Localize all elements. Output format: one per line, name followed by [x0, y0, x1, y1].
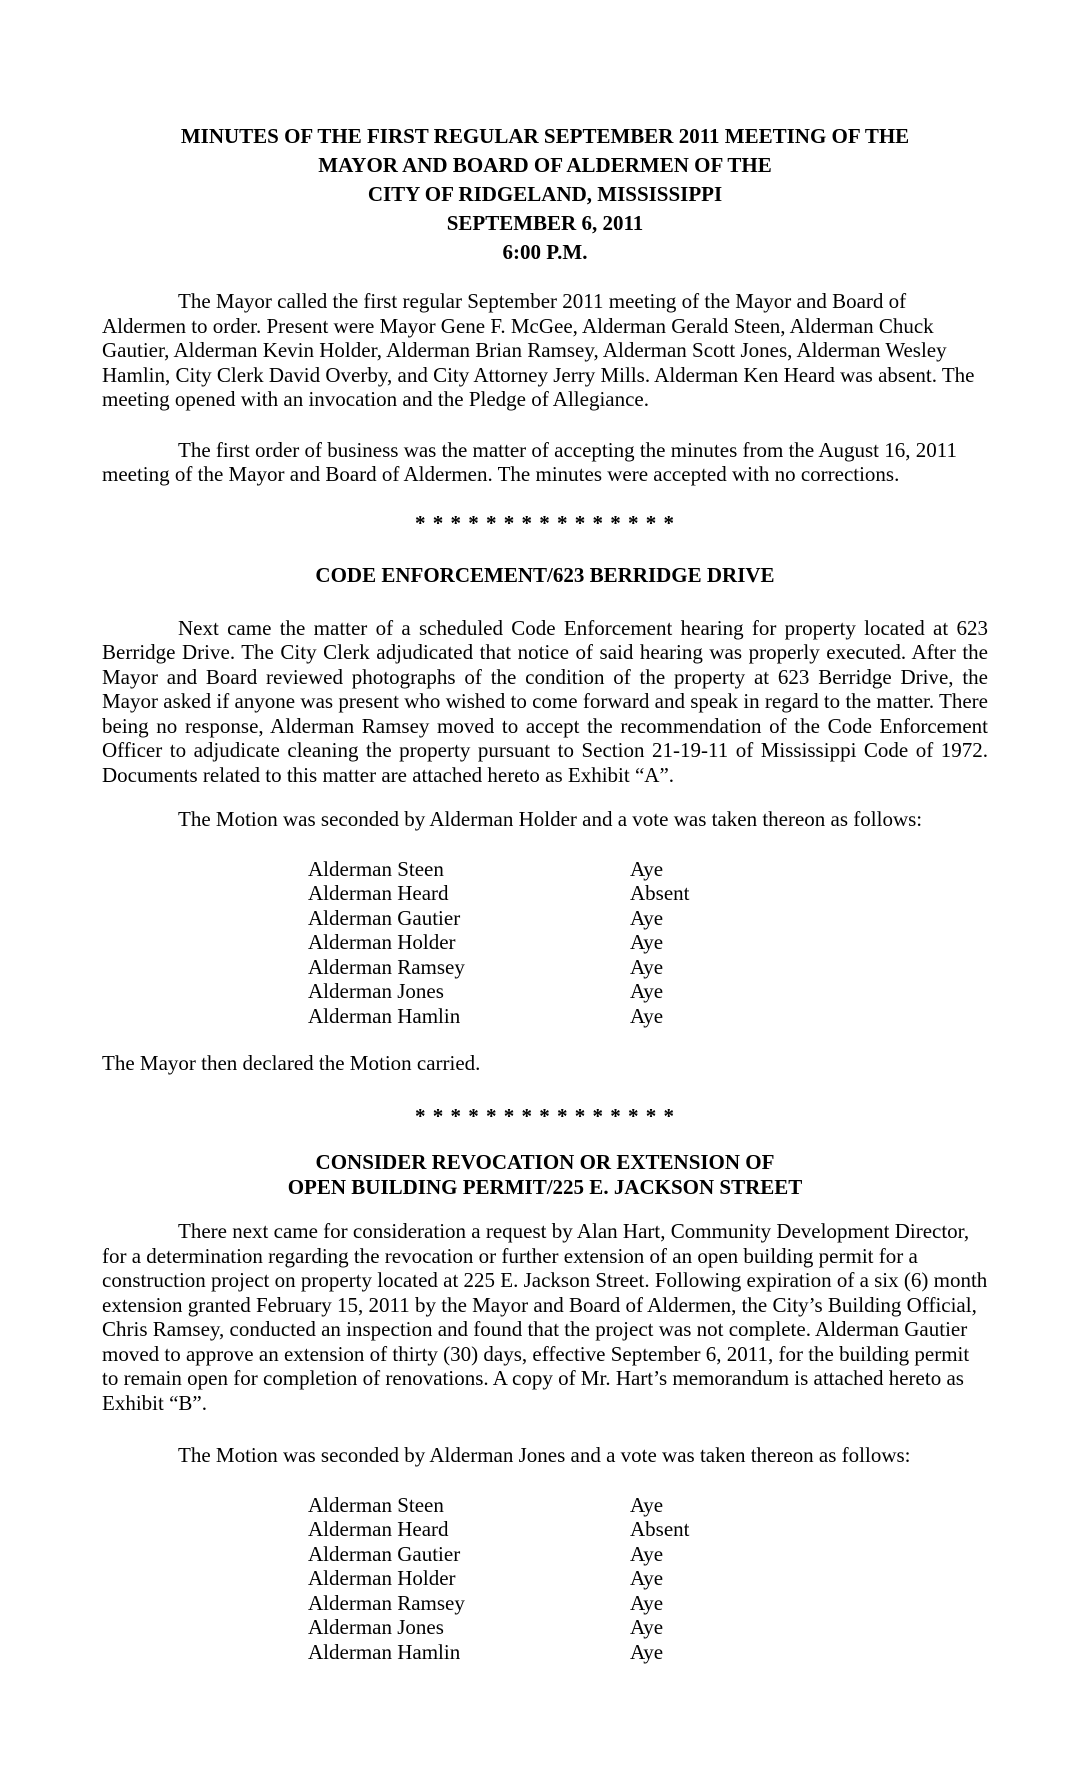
vote-row [308, 1542, 988, 1567]
vote-value: Aye [630, 1003, 664, 1028]
vote-row [308, 1640, 988, 1665]
section-body-code-enforcement: Next came the matter of a scheduled Code Enforcement hearing for property located at 623 Berridge Drive. The City Clerk adjudicated that notice of said hearing was properly executed. After the Mayor and Board reviewed photographs of the condition of the property at 623 Berridge Drive, the Mayor asked if anyone was present who wished to come forward and speak in regard to the matter. There being no response, Alderman Ramsey moved to accept the recommendation of the Code Enforcement Officer to adjudicate cleaning the property pursuant to Section 21-19-11 of Mississippi Code of 1972. Documents related to this matter are attached hereto as Exhibit “A”. [102, 615, 988, 787]
vote-table-1 [308, 857, 988, 1029]
vote-value: Aye [630, 1590, 664, 1615]
title-line-3: CITY OF RIDGELAND, MISSISSIPPI [367, 182, 723, 206]
vote-row [308, 1517, 988, 1542]
minutes-acceptance-paragraph: The first order of business was the matter of accepting the minutes from the August 16, 2011 meeting of the Mayor and Board of Aldermen. The minutes were accepted with no corrections. [102, 437, 957, 486]
vote-value: Aye [630, 1566, 664, 1590]
vote-row [308, 881, 988, 906]
vote-name: Alderman Steen [308, 856, 444, 881]
section-heading-code-enforcement [102, 563, 988, 588]
vote-name: Alderman Holder [308, 1566, 456, 1590]
motion-carried-line: The Mayor then declared the Motion carried. [102, 1051, 481, 1075]
section-heading-building-permit [102, 1150, 988, 1199]
vote-value: Aye [630, 1541, 664, 1566]
vote-name: Alderman Hamlin [308, 1639, 461, 1664]
title-line-1: MINUTES OF THE FIRST REGULAR SEPTEMBER 2011 MEETING OF THE [180, 124, 910, 148]
vote-row [308, 955, 988, 980]
section-heading-line: OPEN BUILDING PERMIT/225 E. JACKSON STREET [287, 1174, 803, 1199]
vote-name: Alderman Jones [308, 979, 444, 1003]
asterisk-separator: * * * * * * * * * * * * * * * [415, 1103, 675, 1128]
vote-value: Absent [630, 881, 690, 905]
vote-name: Alderman Steen [308, 1492, 444, 1517]
title-line-2: MAYOR AND BOARD OF ALDERMEN OF THE [318, 153, 772, 177]
vote-name: Alderman Heard [308, 881, 449, 905]
vote-value: Aye [630, 1639, 664, 1664]
vote-value: Aye [630, 1615, 664, 1639]
vote-value: Aye [630, 1492, 664, 1517]
section-body-building-permit: There next came for consideration a request by Alan Hart, Community Development Director, for a determination regarding the revocation or further extension of an open building permit for a construction project on property located at 225 E. Jackson Street. Following expiration of a six (6) month extension granted February 15, 2011 by the Mayor and Board of Aldermen, the City’s Building Official, Chris Ramsey, conducted an inspection and found that the project was not complete. Alderman Gautier moved to approve an extension of thirty (30) days, effective September 6, 2011, for the building permit to remain open for completion of renovations. A copy of Mr. Hart’s memorandum is attached hereto as Exhibit “B”. [102, 1219, 988, 1415]
document-title [102, 122, 988, 267]
vote-name: Alderman Ramsey [308, 954, 465, 979]
title-line-4: SEPTEMBER 6, 2011 [446, 211, 644, 235]
vote-name: Alderman Jones [308, 1615, 444, 1639]
motion-seconded-line-1: The Motion was seconded by Alderman Holder and a vote was taken thereon as follows: [178, 807, 923, 831]
vote-value: Aye [630, 905, 664, 930]
vote-row [308, 979, 988, 1004]
vote-row [308, 1493, 988, 1518]
vote-name: Alderman Hamlin [308, 1003, 461, 1028]
vote-value: Aye [630, 930, 664, 954]
vote-name: Alderman Ramsey [308, 1590, 465, 1615]
vote-row [308, 930, 988, 955]
vote-row [308, 906, 988, 931]
vote-value: Aye [630, 856, 664, 881]
vote-row [308, 1615, 988, 1640]
vote-value: Absent [630, 1517, 690, 1541]
motion-seconded-line-2: The Motion was seconded by Alderman Jones and a vote was taken thereon as follows: [178, 1443, 911, 1467]
vote-table-2 [308, 1493, 988, 1665]
opening-paragraph: The Mayor called the first regular September 2011 meeting of the Mayor and Board of Aldermen to order. Present were Mayor Gene F. McGee, Alderman Gerald Steen, Alderman Chuck Gautier, Alderman Kevin Holder, Alderman Brian Ramsey, Alderman Scott Jones, Alderman Wesley Hamlin, City Clerk David Overby, and City Attorney Jerry Mills. Alderman Ken Heard was absent. The meeting opened with an invocation and the Pledge of Allegiance. [102, 289, 975, 411]
vote-name: Alderman Gautier [308, 1541, 461, 1566]
asterisk-separator: * * * * * * * * * * * * * * * [415, 510, 675, 535]
title-line-5: 6:00 P.M. [502, 240, 588, 264]
vote-name: Alderman Holder [308, 930, 456, 954]
section-heading-line: CODE ENFORCEMENT/623 BERRIDGE DRIVE [315, 563, 775, 587]
section-heading-line: CONSIDER REVOCATION OR EXTENSION OF [315, 1150, 775, 1174]
vote-name: Alderman Gautier [308, 905, 461, 930]
vote-row [308, 1566, 988, 1591]
vote-value: Aye [630, 954, 664, 979]
vote-row [308, 857, 988, 882]
vote-name: Alderman Heard [308, 1517, 449, 1541]
vote-value: Aye [630, 979, 664, 1003]
vote-row [308, 1591, 988, 1616]
vote-row [308, 1004, 988, 1029]
